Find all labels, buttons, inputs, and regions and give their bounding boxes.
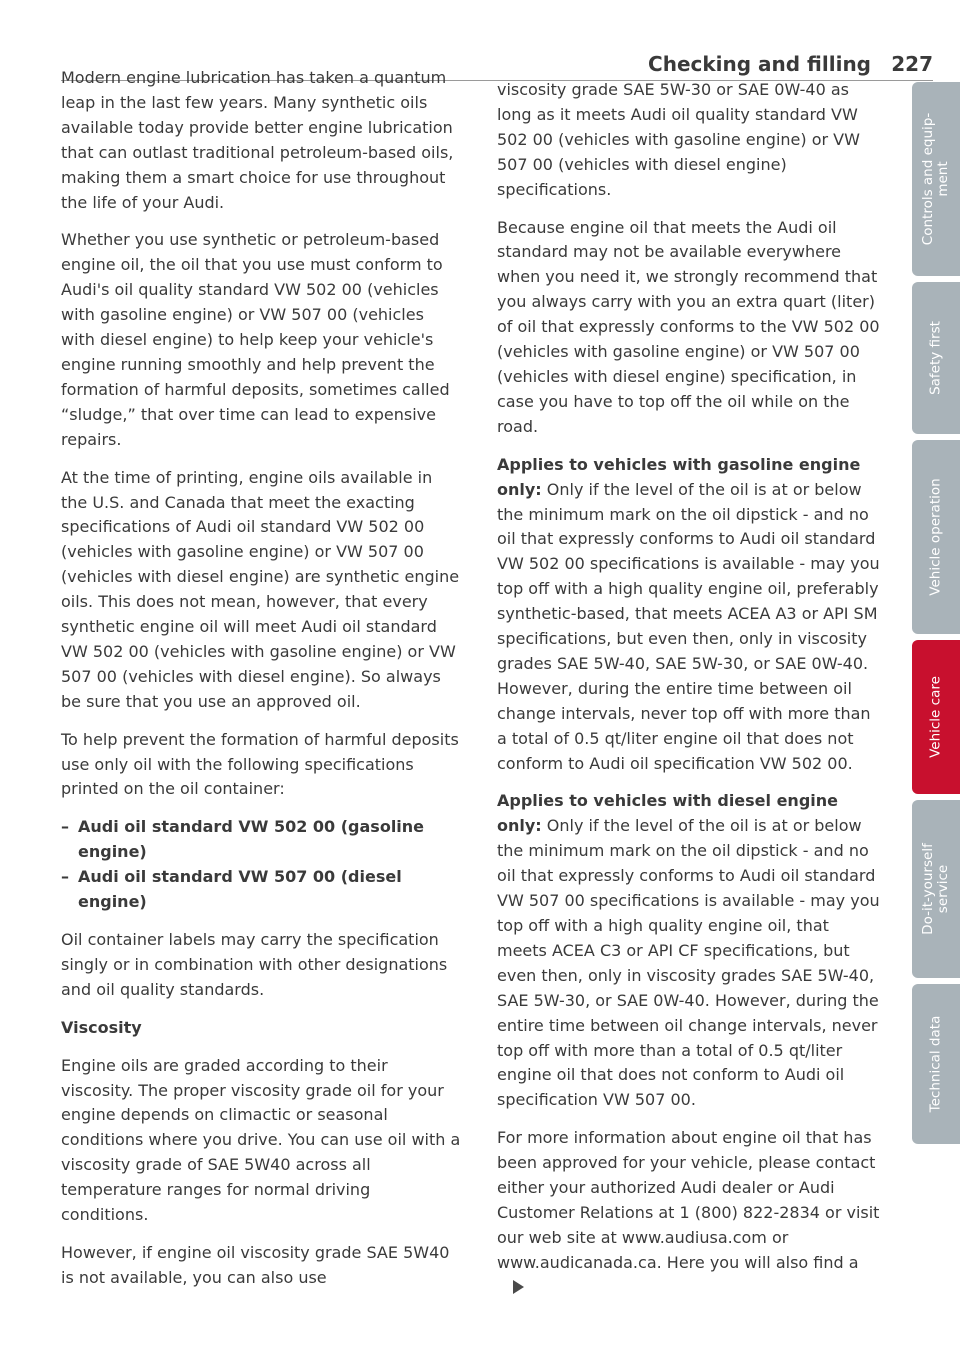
paragraph: [497, 1126, 881, 1300]
paragraph: [497, 453, 881, 777]
tab-vehicle-care[interactable]: [912, 640, 960, 794]
tab-controls-and-equipment[interactable]: [912, 82, 960, 276]
oil-standard-list: [61, 815, 461, 915]
left-column: [61, 66, 461, 1304]
page-number: 227: [891, 52, 933, 76]
tab-label: Vehicle operation: [927, 478, 944, 596]
gasoline-body: Only if the level of the oil is at or below the minimum mark on the oil dipstick - and no oil that expressly conforms to Audi oil standard VW 502 00 specifications is available - may you top off with a high quality engine oil, preferably synthetic-based, that meets ACEA A3 or API SM specifications, but even then, only in viscosity grades SAE 5W-40, SAE 5W-30, or SAE 0W-40. However, during the entire time between oil change intervals, never top off with more than a total of 0.5 qt/liter engine oil that does not conform to Audi oil specification VW 502 00.: [497, 479, 880, 773]
tab-label: Safety first: [927, 321, 944, 395]
list-item: – Audi oil standard VW 507 00 (diesel engine): [61, 865, 461, 915]
list-item: – Audi oil standard VW 502 00 (gasoline engine): [61, 815, 461, 865]
paragraph: Oil container labels may carry the specification singly or in combination with other designations and oil quality standards.: [61, 930, 448, 999]
paragraph: To help prevent the formation of harmful deposits use only oil with the following specifications printed on the oil container:: [61, 729, 459, 799]
paragraph: viscosity grade SAE 5W-30 or SAE 0W-40 as long as it meets Audi oil quality standard VW 502 00 (vehicles with gasoline engine) or VW 507 00 (vehicles with diesel engine) specifications.: [497, 80, 860, 199]
section-title: Checking and filling: [648, 52, 871, 76]
paragraph: Engine oils are graded according to their viscosity. The proper viscosity grade oil for your engine depends on climactic or seasonal conditions where you drive. You can use oil with a viscosity grade of SAE 5W40 across all temperature ranges for normal driving conditions.: [61, 1055, 461, 1225]
tab-label: Controls and equip- ment: [920, 112, 951, 246]
tab-do-it-yourself-service[interactable]: [912, 800, 960, 978]
gasoline-lead: Applies to vehicles with gasoline engine only:: [497, 454, 861, 499]
paragraph: Modern engine lubrication has taken a quantum leap in the last few years. Many synthetic oils available today provide better engine lubrication that can outlast traditional petroleum-based oils, making them a smart choice for use throughout the life of your Audi.: [61, 68, 454, 212]
paragraph: [497, 789, 881, 1113]
page-header: [497, 52, 933, 80]
paragraph: Whether you use synthetic or petroleum-based engine oil, the oil that you use must conform to Audi's oil quality standard VW 502 00 (vehicles with gasoline engine) or VW 507 00 (vehicles with diesel engine) to help keep your vehicle's engine running smoothly and help prevent the formation of harmful deposits, sometimes called “sludge,” that over time can lead to expensive repairs.: [61, 230, 450, 449]
tab-label: Do-it-yourself service: [920, 843, 951, 935]
right-column: [497, 78, 881, 1314]
paragraph: Because engine oil that meets the Audi oil standard may not be available everywhere when you need it, we strongly recommend that you always carry with you an extra quart (liter) of oil that expressly conforms to the VW 502 00 (vehicles with gasoline engine) or VW 507 00 (vehicles with diesel engine) specification, in case you have to top off the oil while on the road.: [497, 217, 880, 436]
continue-arrow-icon: [513, 1280, 524, 1294]
tab-safety-first[interactable]: [912, 282, 960, 434]
paragraph: At the time of printing, engine oils available in the U.S. and Canada that meet the exacting specifications of Audi oil standard VW 502 00 (vehicles with gasoline engine) or VW 507 00 (vehicles with diesel engine) are synthetic engine oils. This does not mean, however, that every synthetic engine oil will meet Audi oil standard VW 502 00 (vehicles with gasoline engine) or VW 507 00 (vehicles with diesel engine). So always be sure that you use an approved oil.: [61, 467, 460, 711]
tab-label: Vehicle care: [927, 676, 944, 758]
tab-technical-data[interactable]: [912, 984, 960, 1144]
viscosity-heading: Viscosity: [61, 1017, 142, 1037]
contact-text: For more information about engine oil that has been approved for your vehicle, please contact either your authorized Audi dealer or Audi Customer Relations at 1 (800) 822-2834 or visit our web site at www.audiusa.com or www.audicanada.ca. Here you will also find a: [497, 1128, 880, 1272]
tab-label: Technical data: [927, 1015, 944, 1113]
diesel-body: Only if the level of the oil is at or below the minimum mark on the oil dipstick - and no oil that expressly conforms to Audi oil standard VW 507 00 specifications is available - may you top off with a high quality engine oil, that meets ACEA C3 or API CF specifications, but even then, only in viscosity grades SAE 5W-40, SAE 5W-30, or SAE 0W-40. However, during the entire time between oil change intervals, never top off with more than a total of 0.5 qt/liter engine oil that does not conform to Audi oil specification VW 507 00.: [497, 816, 880, 1110]
diesel-lead: Applies to vehicles with diesel engine only:: [497, 791, 838, 836]
tab-vehicle-operation[interactable]: [912, 440, 960, 634]
paragraph: However, if engine oil viscosity grade SAE 5W40 is not available, you can also use: [61, 1242, 450, 1287]
